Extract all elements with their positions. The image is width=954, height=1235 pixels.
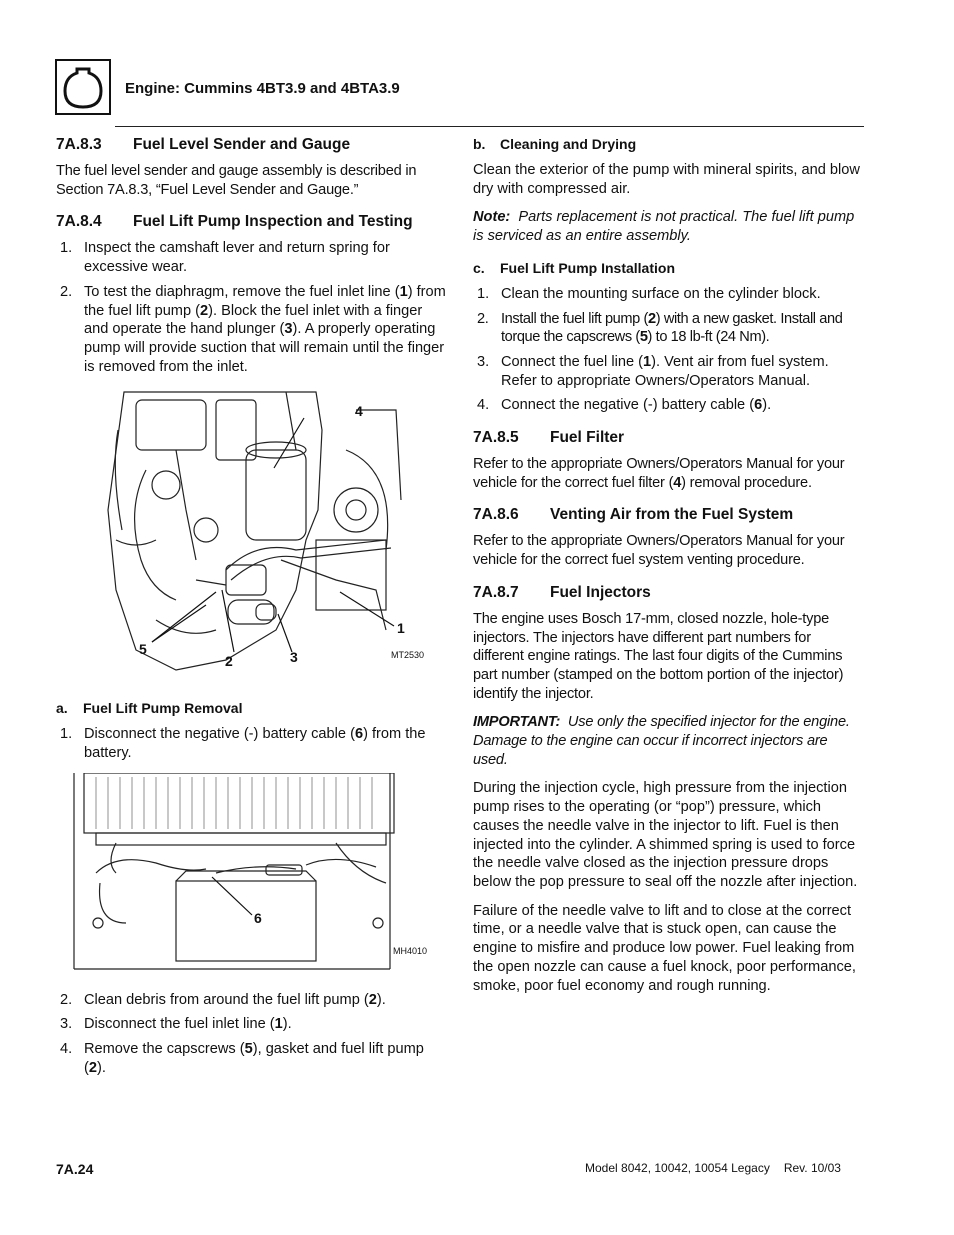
page-header-title: Engine: Cummins 4BT3.9 and 4BTA3.9 [125,80,400,97]
list-item: 1. Clean the mounting surface on the cylinder block. [477,285,821,302]
section-heading: 7A.8.3 Fuel Level Sender and Gauge [56,136,351,153]
list-item: 2. Install the fuel lift pump (2) with a new gasket. Install and torque the capscrews (5) to 18 lb-ft (24 Nm). [477,310,843,346]
list-item: 3. Connect the fuel line (1). Vent air from fuel system. Refer to appropriate Owners/Operators Manual. [477,353,829,389]
list-item: 1. Inspect the camshaft lever and return spring for excessive wear. [60,240,390,276]
right-column [473,136,865,1005]
inspection-steps [56,239,446,376]
subsection-heading: c. Fuel Lift Pump Installation [473,259,675,276]
figure-id: MH4010 [393,945,428,956]
callout-5: 5 [139,641,147,658]
paragraph: Refer to the appropriate Owners/Operators Manual for your vehicle for the correct fuel system venting procedure. [473,533,845,569]
list-item: 2. Clean debris from around the fuel lift pump (2). [60,991,386,1008]
figure-id: MT2530 [391,650,425,661]
note: Note: Parts replacement is not practical. The fuel lift pump is serviced as an entire assembly. [473,209,855,245]
section-heading: 7A.8.7 Fuel Injectors [473,583,651,601]
installation-steps [473,285,865,415]
battery-figure [56,773,446,979]
section-heading: 7A.8.6 Venting Air from the Fuel System [473,506,794,524]
paragraph: The engine uses Bosch 17-mm, closed nozzle, hole-type injectors. The injectors have different part numbers for different engine ratings. The last four digits of the Cummins part number (stamped on the bottom portion of the injector) identify the injector. [473,610,844,702]
list-item: 2. To test the diaphragm, remove the fuel inlet line (1) from the fuel lift pump (2). Block the fuel inlet with a finger and operate the hand plunger (3). A properly operating pump will provide suction that will remain until the finger is removed from the inlet. [60,283,446,375]
left-column [56,136,446,1088]
paragraph: Clean the exterior of the pump with mineral spirits, and blow dry with compressed air. [473,162,860,197]
section-heading: 7A.8.5 Fuel Filter [473,429,625,447]
list-item: 4. Remove the capscrews (5), gasket and fuel lift pump (2). [60,1041,424,1076]
paragraph: The fuel level sender and gauge assembly is described in Section 7A.8.3, “Fuel Level Sender and Gauge.” [56,163,417,198]
important-note: IMPORTANT: Use only the specified injector for the engine. Damage to the engine can occur if incorrect injectors are used. [473,714,850,768]
section-heading: 7A.8.4 Fuel Lift Pump Inspection and Testing [56,213,413,231]
fuel-lift-pump-figure [56,390,446,690]
header-rule [115,126,864,127]
callout-4: 4 [355,403,363,420]
battery-illustration [56,773,446,979]
paragraph: Failure of the needle valve to lift and to close at the correct time, or a needle valve that is stuck open, can cause the engine to misfire and produce low power. Fuel leaking from the open nozzle can cause a fuel knock, poor performance, smoke, poor fuel economy and rough running. [473,902,856,994]
list-item: 3. Disconnect the fuel inlet line (1). [60,1016,292,1033]
page-number: 7A.24 [56,1161,94,1177]
callout-6: 6 [254,909,262,926]
engine-icon [55,59,111,115]
paragraph: During the injection cycle, high pressure from the injection pump rises to the operating (or “pop”) pressure, which causes the needle valve in the injector to lift. Fuel is then injected into the cylinder. A shimmed spring is used to force the needle valve closed as the injection pressure drops below the pop pressure to seal off the nozzle after injection. [473,780,858,890]
removal-steps-1 [56,725,446,762]
callout-2: 2 [225,653,233,670]
subsection-heading: b. Cleaning and Drying [473,136,637,152]
removal-steps-2 [56,991,446,1078]
footer-model: Model 8042, 10042, 10054 Legacy Rev. 10/03 [585,1161,841,1175]
engine-illustration [56,390,446,690]
list-item: 1. Disconnect the negative (-) battery cable (6) from the battery. [60,726,426,762]
callout-1: 1 [397,620,405,637]
list-item: 4. Connect the negative (-) battery cable (6). [477,397,772,414]
subsection-heading: a. Fuel Lift Pump Removal [56,700,243,717]
callout-3: 3 [290,649,298,666]
paragraph: Refer to the appropriate Owners/Operators Manual for your vehicle for the correct fuel filter (4) removal procedure. [473,456,845,491]
